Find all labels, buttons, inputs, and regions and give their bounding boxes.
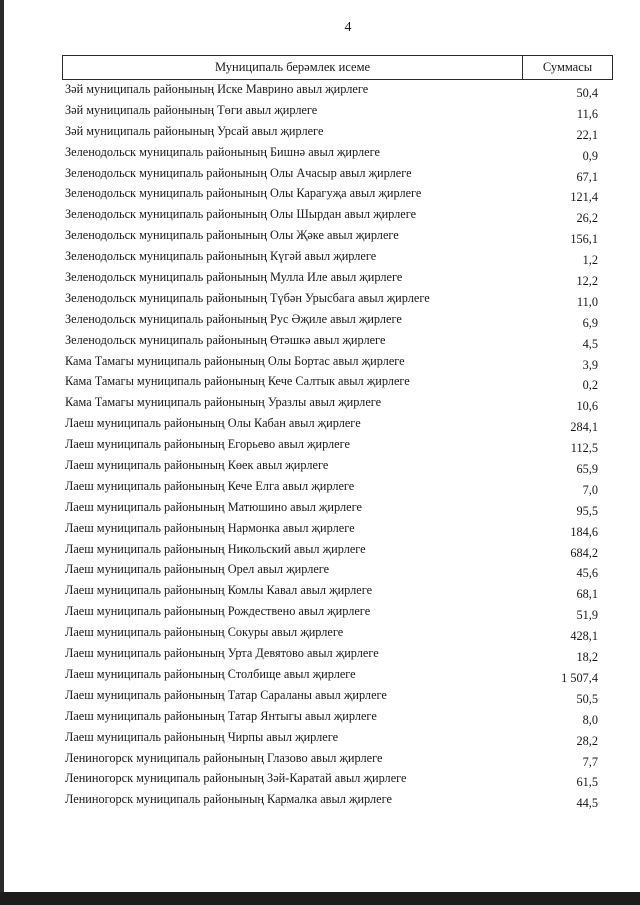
amount: 3,9 — [582, 357, 598, 372]
municipality-name: Кама Тамагы муниципаль районының Кече Салтык авыл җирлеге — [65, 374, 410, 389]
municipality-name: Лаеш муниципаль районының Татар Янтыгы авыл җирлеге — [65, 708, 377, 723]
table-row — [0, 165, 640, 186]
table-row — [0, 520, 640, 541]
amount: 284,1 — [570, 420, 598, 435]
amount: 1 507,4 — [561, 670, 598, 685]
municipality-name: Лаеш муниципаль районының Комлы Кавал авыл җирлеге — [65, 583, 373, 598]
amount: 44,5 — [576, 796, 598, 811]
amount: 61,5 — [576, 775, 598, 790]
municipality-name: Зеленодольск муниципаль районының Рус Әҗиле авыл җирлеге — [65, 311, 402, 326]
municipality-name: Кама Тамагы муниципаль районының Олы Бортас авыл җирлеге — [65, 353, 405, 368]
table-row — [0, 227, 640, 248]
table-row — [0, 353, 640, 374]
municipality-name: Лаеш муниципаль районының Сокуры авыл җирлеге — [65, 625, 344, 640]
amount: 11,6 — [576, 106, 598, 121]
amount: 0,2 — [582, 378, 598, 393]
amount: 4,5 — [582, 336, 598, 351]
table-row — [0, 561, 640, 582]
amount: 12,2 — [576, 274, 598, 289]
municipality-name: Лениногорск муниципаль районының Глазово авыл җирлеге — [65, 750, 383, 765]
table-row — [0, 499, 640, 520]
amount: 22,1 — [576, 127, 598, 142]
amount: 112,5 — [570, 441, 598, 456]
table-header — [62, 55, 613, 80]
municipality-name: Кама Тамагы муниципаль районының Уразлы авыл җирлеге — [65, 395, 382, 410]
municipality-name: Лаеш муниципаль районының Татар Сараланы авыл җирлеге — [65, 687, 387, 702]
amount: 684,2 — [570, 545, 598, 560]
table-row — [0, 394, 640, 415]
municipality-name: Лениногорск муниципаль районының Зәй-Каратай авыл җирлеге — [65, 771, 407, 786]
amount: 65,9 — [576, 462, 598, 477]
table-row — [0, 457, 640, 478]
table-row — [0, 248, 640, 269]
table-row — [0, 687, 640, 708]
table-row — [0, 81, 640, 102]
amount: 50,5 — [576, 691, 598, 706]
municipality-name: Лаеш муниципаль районының Егорьево авыл җирлеге — [65, 437, 350, 452]
municipality-name: Лаеш муниципаль районының Рождествено авыл җирлеге — [65, 604, 371, 619]
page-number: 4 — [344, 20, 352, 35]
table-row — [0, 290, 640, 311]
municipality-name: Лаеш муниципаль районының Никольский авыл җирлеге — [65, 541, 366, 556]
table-row — [0, 311, 640, 332]
table-row — [0, 436, 640, 457]
table-row — [0, 582, 640, 603]
municipality-name: Зәй муниципаль районының Урсай авыл җирлеге — [65, 123, 324, 138]
table-row — [0, 185, 640, 206]
municipality-name: Зеленодольск муниципаль районының Олы Ачасыр авыл җирлеге — [65, 165, 412, 180]
municipality-name: Лениногорск муниципаль районының Кармалка авыл җирлеге — [65, 792, 392, 807]
municipality-name: Лаеш муниципаль районының Орел авыл җирлеге — [65, 562, 330, 577]
amount: 45,6 — [576, 566, 598, 581]
municipality-name: Лаеш муниципаль районының Көек авыл җирлеге — [65, 458, 329, 473]
amount: 428,1 — [570, 629, 598, 644]
table-row — [0, 415, 640, 436]
amount: 68,1 — [576, 587, 598, 602]
table-row — [0, 269, 640, 290]
amount: 8,0 — [582, 712, 598, 727]
amount: 121,4 — [570, 190, 598, 205]
amount: 184,6 — [570, 524, 598, 539]
table-row — [0, 206, 640, 227]
table-row — [0, 645, 640, 666]
table-row — [0, 666, 640, 687]
column-header-sum: Суммасы — [542, 60, 593, 74]
table-row — [0, 791, 640, 812]
table-row — [0, 478, 640, 499]
municipality-name: Зеленодольск муниципаль районының Өтәшкә авыл җирлеге — [65, 332, 386, 347]
table-row — [0, 624, 640, 645]
amount: 28,2 — [576, 733, 598, 748]
amount: 95,5 — [576, 503, 598, 518]
table-row — [0, 770, 640, 791]
amount: 0,9 — [582, 148, 598, 163]
municipality-name: Зеленодольск муниципаль районының Олы Җәке авыл җирлеге — [65, 228, 399, 243]
municipality-name: Лаеш муниципаль районының Урта Девятово авыл җирлеге — [65, 646, 379, 661]
table-row — [0, 708, 640, 729]
amount: 67,1 — [576, 169, 598, 184]
municipality-name: Лаеш муниципаль районының Нармонка авыл җирлеге — [65, 520, 355, 535]
table-row — [0, 102, 640, 123]
amount: 156,1 — [570, 232, 598, 247]
table-body — [0, 81, 640, 812]
municipality-name: Зеленодольск муниципаль районының Түбән Урысбага авыл җирлеге — [65, 290, 430, 305]
amount: 1,2 — [582, 253, 598, 268]
municipality-name: Зеленодольск муниципаль районының Бишнә авыл җирлеге — [65, 144, 380, 159]
scan-edge-bottom — [0, 892, 640, 905]
table-row — [0, 541, 640, 562]
municipality-name: Лаеш муниципаль районының Матюшино авыл җирлеге — [65, 499, 362, 514]
amount: 26,2 — [576, 211, 598, 226]
municipality-name: Лаеш муниципаль районының Кече Елга авыл җирлеге — [65, 478, 355, 493]
municipality-name: Зәй муниципаль районының Иске Маврино авыл җирлеге — [65, 82, 369, 96]
amount: 50,4 — [576, 86, 598, 100]
amount: 51,9 — [576, 608, 598, 623]
municipality-name: Зеленодольск муниципаль районының Олы Карагуҗа авыл җирлеге — [65, 186, 422, 201]
amount: 11,0 — [576, 294, 598, 309]
municipality-name: Лаеш муниципаль районының Столбище авыл җирлеге — [65, 666, 356, 681]
table-row — [0, 750, 640, 771]
table-row — [0, 603, 640, 624]
table-row — [0, 729, 640, 750]
table-row — [0, 373, 640, 394]
municipality-name: Зеленодольск муниципаль районының Мулла Иле авыл җирлеге — [65, 270, 403, 285]
table-row — [0, 144, 640, 165]
column-header-name: Муниципаль берәмлек исеме — [63, 56, 523, 79]
municipality-name: Лаеш муниципаль районының Чирпы авыл җирлеге — [65, 729, 339, 744]
municipality-name: Зеленодольск муниципаль районының Олы Шырдан авыл җирлеге — [65, 207, 417, 222]
table-row — [0, 332, 640, 353]
amount: 6,9 — [582, 315, 598, 330]
amount: 18,2 — [576, 650, 598, 665]
amount: 7,0 — [582, 482, 598, 497]
table-row — [0, 123, 640, 144]
municipality-name: Зеленодольск муниципаль районының Күгәй авыл җирлеге — [65, 249, 377, 264]
municipality-name: Зәй муниципаль районының Төги авыл җирлеге — [65, 102, 318, 117]
amount: 7,7 — [582, 754, 598, 769]
amount: 10,6 — [576, 399, 598, 414]
municipality-name: Лаеш муниципаль районының Олы Кабан авыл җирлеге — [65, 416, 361, 431]
